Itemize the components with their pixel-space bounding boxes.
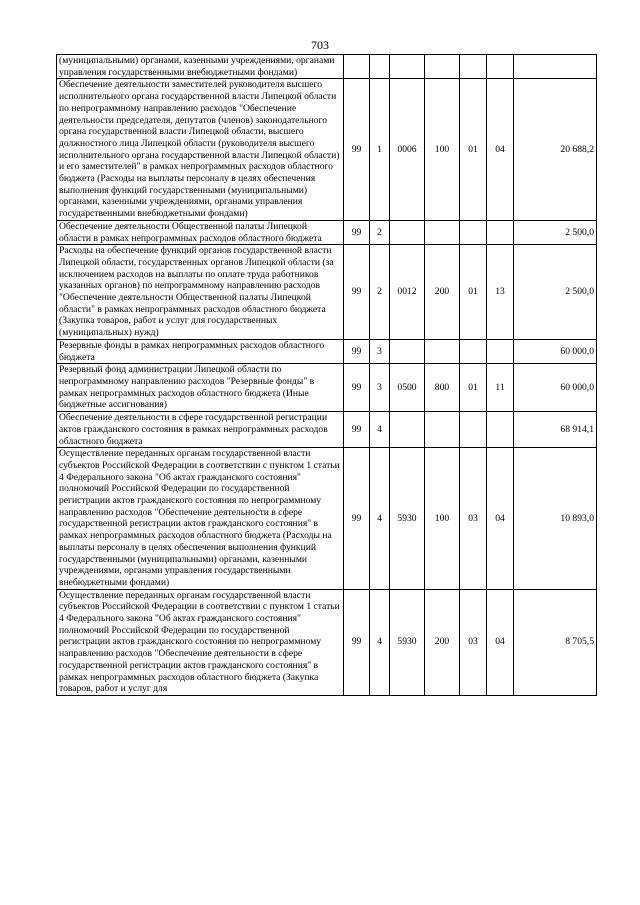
- amount-cell: 10 893,0: [514, 448, 597, 589]
- program-code-cell: 99: [344, 79, 370, 220]
- section-cell: [460, 339, 487, 363]
- amount-cell: 68 914,1: [514, 412, 597, 448]
- program-code-cell: 99: [344, 448, 370, 589]
- subsection-cell: [487, 339, 514, 363]
- expense-name-cell: Обеспечение деятельности Общественной палаты Липецкой области в рамках непрограммных расходов областного бюджета: [57, 220, 344, 244]
- section-cell: 03: [460, 589, 487, 695]
- subprogram-code-cell: 3: [370, 339, 390, 363]
- article-code-cell: 5930: [390, 448, 425, 589]
- table-row: [57, 589, 597, 695]
- program-code-cell: 99: [344, 245, 370, 340]
- section-cell: 01: [460, 245, 487, 340]
- expense-name-cell: Осуществление переданных органам государственной власти субъектов Российской Федерации в соответствии с пунктом 1 статьи 4 Федерального закона "Об актах гражданского состояния" полномочий Российской Федерации по государственной регистрации актов гражданского состояния по непрограммному направлению расходов "Обеспечение деятельности в сфере государственной регистрации актов гражданского состояния" в рамках непрограммных расходов областного бюджета (Расходы на выплаты персоналу в целях обеспечения выполнения функций государственными (муниципальными) органами, казенными учреждениями, органами управления государственными внебюджетными фондами): [57, 448, 344, 589]
- table-row: [57, 448, 597, 589]
- expense-type-cell: [425, 339, 460, 363]
- expense-type-cell: [425, 55, 460, 79]
- expense-type-cell: [425, 220, 460, 244]
- section-cell: 01: [460, 364, 487, 412]
- subsection-cell: 11: [487, 364, 514, 412]
- subprogram-code-cell: 4: [370, 589, 390, 695]
- expense-type-cell: 100: [425, 448, 460, 589]
- subprogram-code-cell: [370, 55, 390, 79]
- amount-cell: 2 500,0: [514, 220, 597, 244]
- article-code-cell: [390, 55, 425, 79]
- article-code-cell: [390, 339, 425, 363]
- expense-name-cell: Резервные фонды в рамках непрограммных расходов областного бюджета: [57, 339, 344, 363]
- subsection-cell: 04: [487, 589, 514, 695]
- expense-type-cell: [425, 412, 460, 448]
- expense-type-cell: 200: [425, 589, 460, 695]
- article-code-cell: 0012: [390, 245, 425, 340]
- article-code-cell: 5930: [390, 589, 425, 695]
- program-code-cell: [344, 55, 370, 79]
- table-row: [57, 412, 597, 448]
- program-code-cell: 99: [344, 412, 370, 448]
- amount-cell: [514, 55, 597, 79]
- table-row: [57, 245, 597, 340]
- table-row: [57, 55, 597, 79]
- article-code-cell: 0006: [390, 79, 425, 220]
- subprogram-code-cell: 1: [370, 79, 390, 220]
- expense-name-cell: Обеспечение деятельности заместителей руководителя высшего исполнительного органа государственной власти Липецкой области по непрограммному направлению расходов "Обеспечение деятельности председателя, депутатов (членов) законодательного органа государственной власти Липецкой области, высшего должностного лица Липецкой области (руководителя высшего исполнительного органа государственной власти Липецкой области) и его заместителей" в рамках непрограммных расходов областного бюджета (Расходы на выплаты персоналу в целях обеспечения выполнения функций государственными (муниципальными) органами, казенными учреждениями, органами управления государственными внебюджетными фондами): [57, 79, 344, 220]
- subprogram-code-cell: 4: [370, 448, 390, 589]
- subprogram-code-cell: 3: [370, 364, 390, 412]
- program-code-cell: 99: [344, 220, 370, 244]
- section-cell: 01: [460, 79, 487, 220]
- section-cell: [460, 55, 487, 79]
- table-row: [57, 364, 597, 412]
- amount-cell: 60 000,0: [514, 339, 597, 363]
- expense-name-cell: Расходы на обеспечение функций органов государственной власти Липецкой области, государственных органов Липецкой области (за исключением расходов на выплаты по оплате труда работников указанных органов) по непрограммному направлению расходов "Обеспечение деятельности Общественной палаты Липецкой области" в рамках непрограммных расходов областного бюджета (Закупка товаров, работ и услуг для государственных (муниципальных) нужд): [57, 245, 344, 340]
- table-row: [57, 220, 597, 244]
- section-cell: [460, 220, 487, 244]
- subsection-cell: [487, 55, 514, 79]
- article-code-cell: [390, 412, 425, 448]
- program-code-cell: 99: [344, 589, 370, 695]
- expense-type-cell: 800: [425, 364, 460, 412]
- expense-name-cell: (муниципальными) органами, казенными учреждениями, органами управления государственными внебюджетными фондами): [57, 55, 344, 79]
- article-code-cell: [390, 220, 425, 244]
- program-code-cell: 99: [344, 339, 370, 363]
- subprogram-code-cell: 2: [370, 245, 390, 340]
- subsection-cell: 04: [487, 79, 514, 220]
- budget-table: [56, 54, 597, 696]
- subprogram-code-cell: 4: [370, 412, 390, 448]
- amount-cell: 8 705,5: [514, 589, 597, 695]
- page-number: 703: [311, 38, 329, 52]
- expense-type-cell: 100: [425, 79, 460, 220]
- expense-name-cell: Осуществление переданных органам государственной власти субъектов Российской Федерации в соответствии с пунктом 1 статьи 4 Федерального закона "Об актах гражданского состояния" полномочий Российской Федерации по государственной регистрации актов гражданского состояния по непрограммному направлению расходов "Обеспечение деятельности в сфере государственной регистрации актов гражданского состояния" в рамках непрограммных расходов областного бюджета (Закупка товаров, работ и услуг для: [57, 589, 344, 695]
- subsection-cell: [487, 412, 514, 448]
- subprogram-code-cell: 2: [370, 220, 390, 244]
- subsection-cell: 13: [487, 245, 514, 340]
- expense-name-cell: Резервный фонд администрации Липецкой области по непрограммному направлению расходов "Резервные фонды" в рамках непрограммных расходов областного бюджета (Иные бюджетные ассигнования): [57, 364, 344, 412]
- table-row: [57, 339, 597, 363]
- program-code-cell: 99: [344, 364, 370, 412]
- amount-cell: 20 688,2: [514, 79, 597, 220]
- table-row: [57, 79, 597, 220]
- amount-cell: 2 500,0: [514, 245, 597, 340]
- article-code-cell: 0500: [390, 364, 425, 412]
- subsection-cell: [487, 220, 514, 244]
- amount-cell: 60 000,0: [514, 364, 597, 412]
- expense-name-cell: Обеспечение деятельности в сфере государственной регистрации актов гражданского состояния в рамках непрограммных расходов областного бюджета: [57, 412, 344, 448]
- section-cell: [460, 412, 487, 448]
- section-cell: 03: [460, 448, 487, 589]
- subsection-cell: 04: [487, 448, 514, 589]
- expense-type-cell: 200: [425, 245, 460, 340]
